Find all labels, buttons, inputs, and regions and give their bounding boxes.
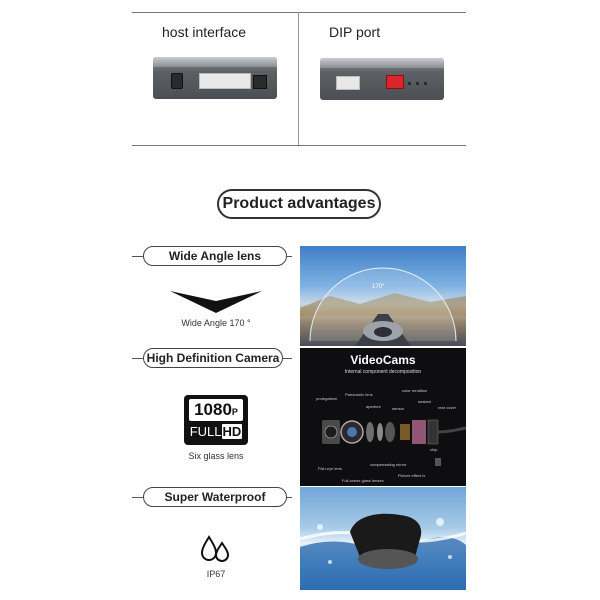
- host-interface-label: host interface: [162, 24, 247, 40]
- part-label: color rendition: [402, 388, 428, 393]
- part-label: chip: [430, 447, 438, 452]
- part-label: sensor: [392, 406, 405, 411]
- part-label: sealant: [418, 399, 431, 404]
- camera-components-photo: [300, 348, 466, 486]
- part-label: protegatium: [316, 396, 338, 401]
- wide-angle-caption: Wide Angle 170 °: [181, 318, 251, 328]
- feature-hd-camera-title: High Definition Camera: [143, 348, 283, 368]
- wide-angle-photo: [300, 246, 466, 346]
- badge-full: FULL: [189, 424, 222, 439]
- part-label: Picture effect is: [398, 473, 426, 478]
- column-divider: [298, 12, 299, 145]
- dip-port-label: DIP port: [329, 24, 381, 40]
- top-border: [132, 12, 466, 13]
- part-label: Full-scene glass lenses: [342, 478, 384, 483]
- waterproof-photo: [300, 487, 466, 590]
- part-label: rear cover: [438, 405, 457, 410]
- badge-hd: HD: [222, 424, 242, 439]
- host-interface-device-image: [153, 57, 277, 99]
- ip67-caption: IP67: [206, 569, 226, 579]
- part-label: aperture: [366, 404, 381, 409]
- dip-port-device-image: [320, 58, 444, 100]
- bottom-border: [132, 145, 466, 146]
- angle-label: 170°: [372, 284, 385, 290]
- badge-res-suffix: P: [231, 407, 238, 417]
- part-label: Fish-eye lens: [318, 466, 342, 471]
- videocams-subtitle: Internal component decomposition: [344, 369, 422, 375]
- wide-angle-icon: [170, 289, 262, 315]
- product-advantages-heading: Product advantages: [217, 189, 381, 219]
- part-label: Panoramic lens: [345, 392, 373, 397]
- 1080p-fullhd-icon: [184, 395, 248, 445]
- part-label: compensating mirror: [370, 462, 407, 467]
- six-glass-lens-caption: Six glass lens: [188, 451, 244, 461]
- badge-res: 1080: [194, 400, 232, 419]
- water-drops-icon: [200, 535, 232, 565]
- feature-waterproof-title: Super Waterproof: [143, 487, 287, 507]
- videocams-title: VideoCams: [350, 353, 416, 367]
- feature-wide-angle-title: Wide Angle lens: [143, 246, 287, 266]
